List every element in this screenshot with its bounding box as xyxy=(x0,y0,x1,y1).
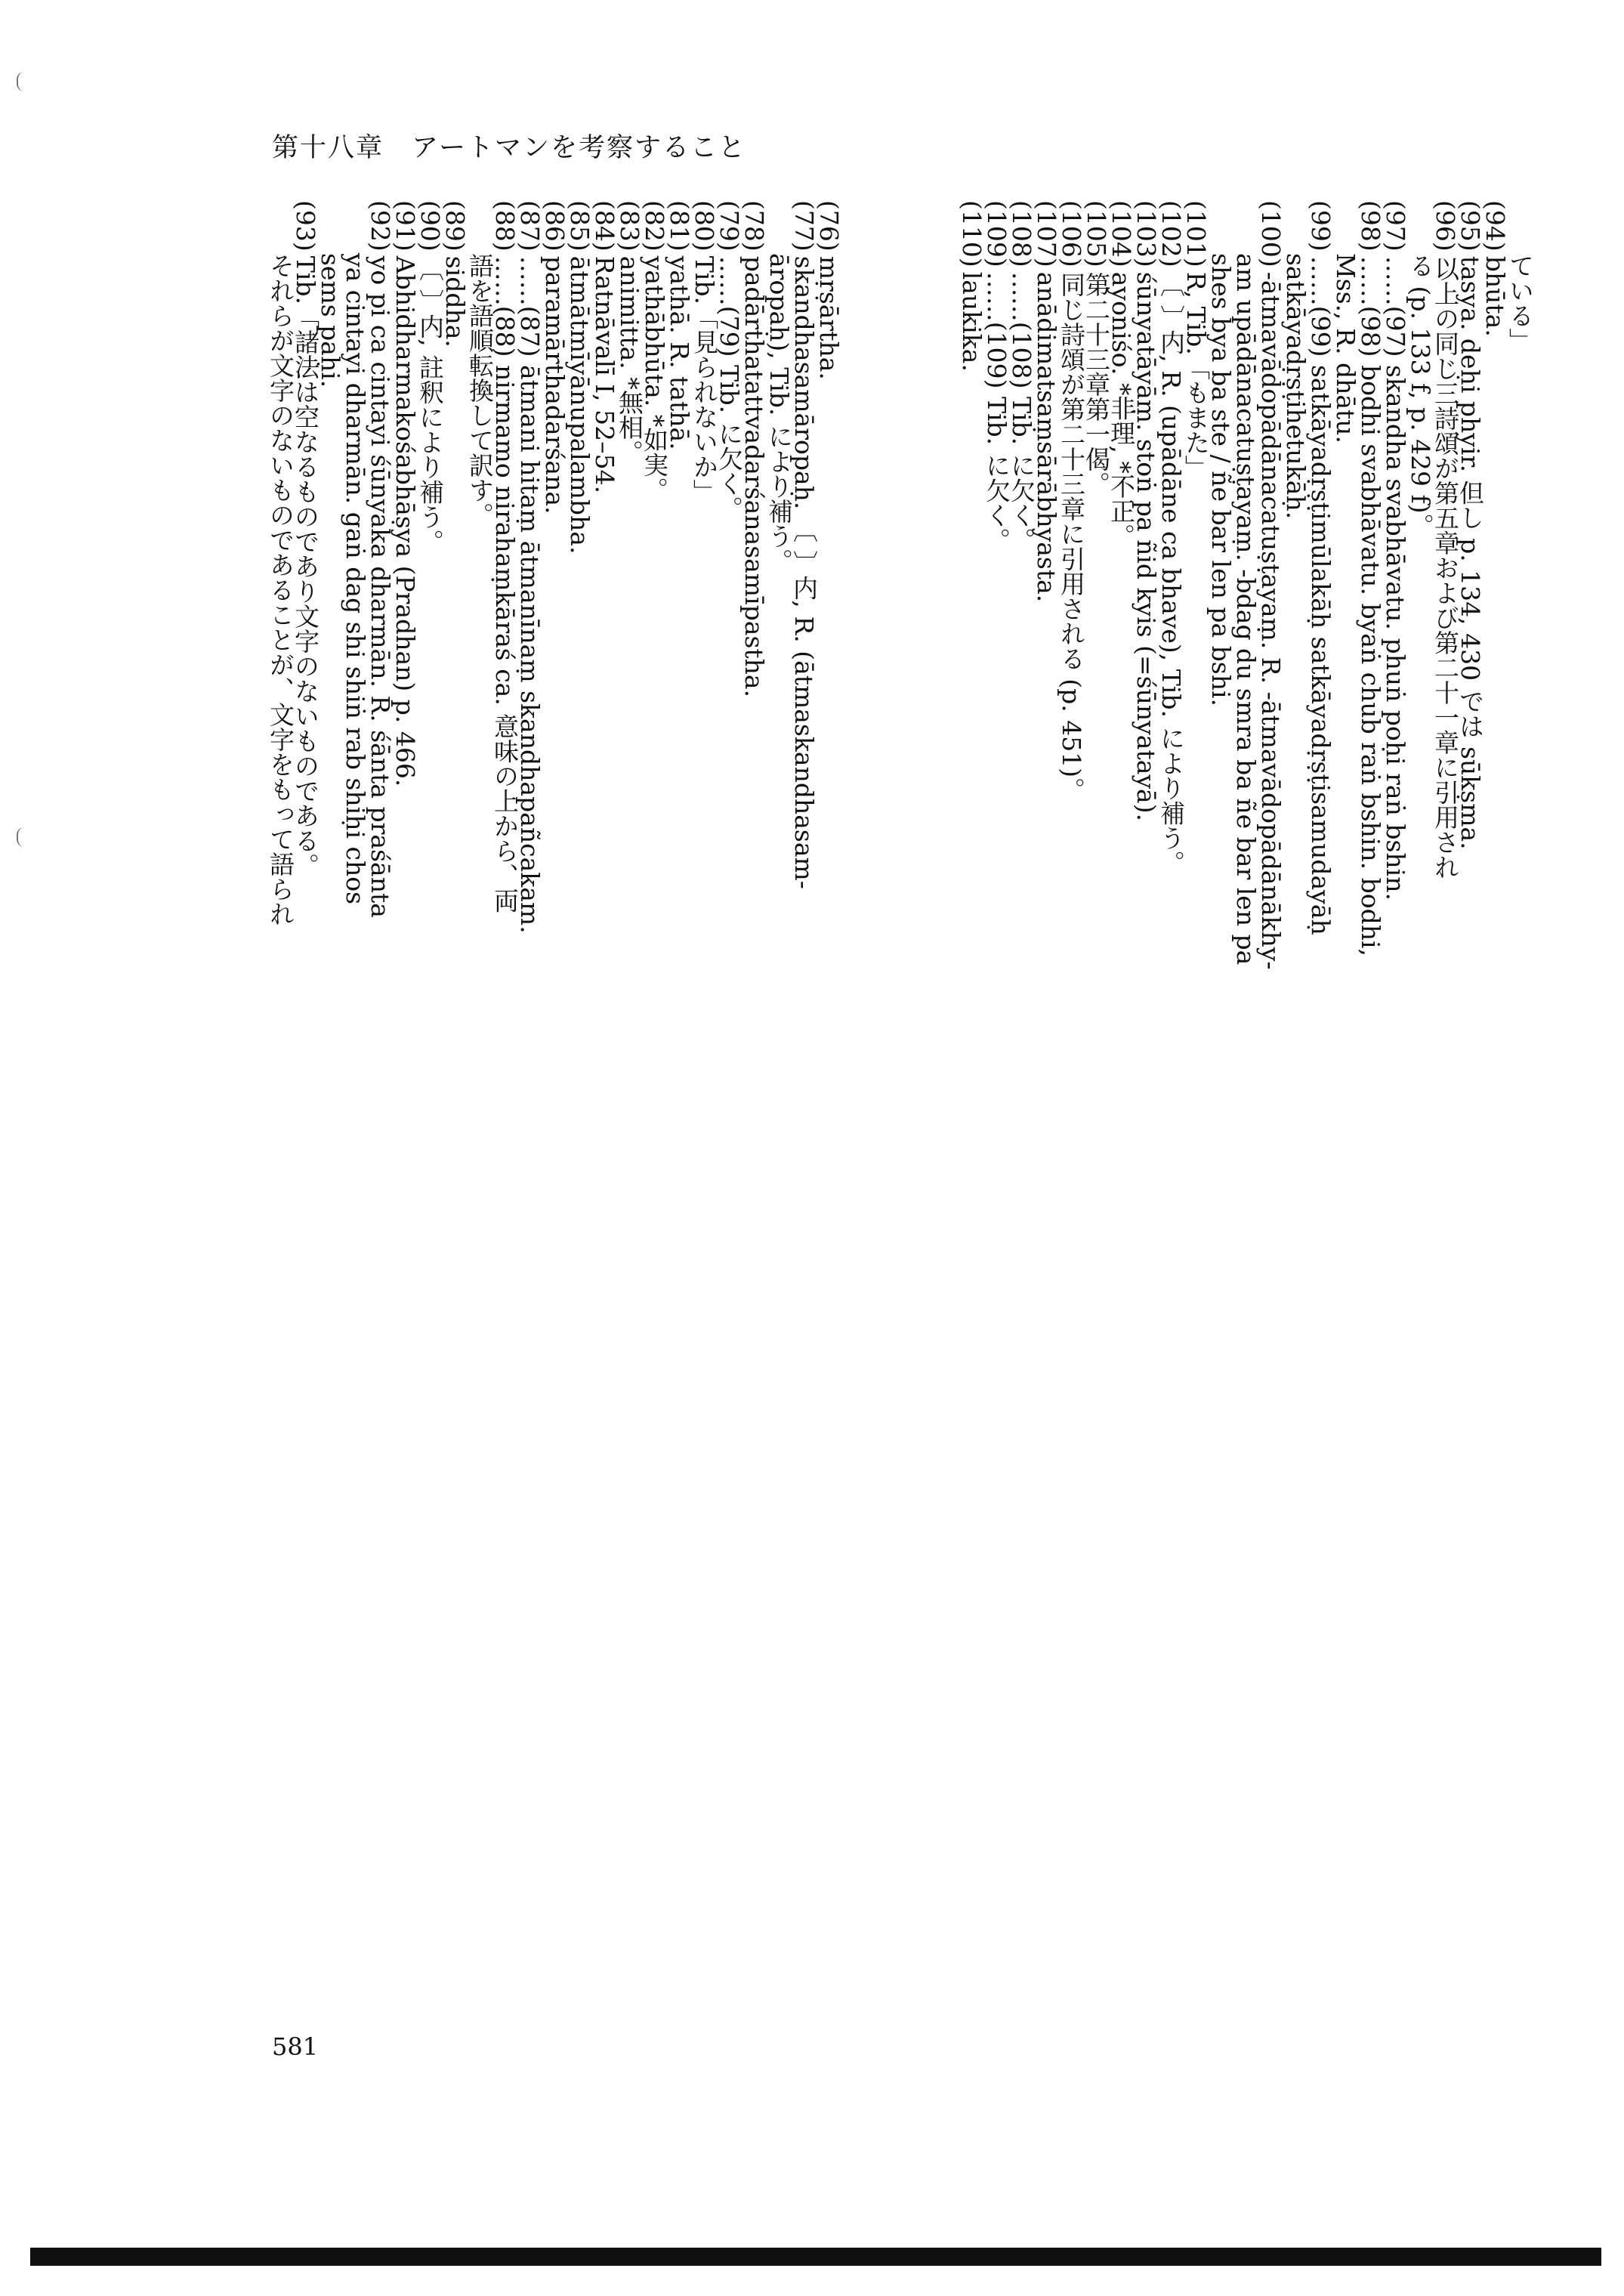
footnote-line xyxy=(592,200,617,2240)
footnote-number: (89) xyxy=(440,200,470,252)
footnote-line xyxy=(1181,200,1211,2240)
footnote-number: (80) xyxy=(690,200,719,252)
footnote-line xyxy=(415,200,445,2240)
footnote-line xyxy=(1458,200,1483,2240)
footnote-line xyxy=(1433,200,1458,2240)
footnote-line xyxy=(1480,200,1510,2240)
footnote-number: (88) xyxy=(490,200,520,252)
footnote-number: (102) xyxy=(1156,200,1186,267)
footnote-line xyxy=(1408,200,1433,2240)
footnote-number: (100) xyxy=(1256,200,1286,267)
footnote-line xyxy=(1358,200,1383,2240)
footnote-text: satkāyadṛṣṭihetukāḥ. xyxy=(1281,253,1311,520)
footnote-line xyxy=(1034,200,1059,2240)
footnote-line xyxy=(1505,200,1535,2240)
footnote-number: (106) xyxy=(1057,200,1086,267)
footnote-line xyxy=(1009,200,1034,2240)
footnote-text: ……(88) nirmamo nirahaṃkāraś ca. 意味の上から、両 xyxy=(490,255,520,913)
footnote-line xyxy=(692,200,717,2240)
footnote-text: 以上の同じ三詩頌が第五章および第二十一章に引用され xyxy=(1431,255,1460,879)
footnote-line xyxy=(984,200,1009,2240)
footnote-number: (90) xyxy=(415,200,445,252)
footnote-text: R, Tib.「もまた」 xyxy=(1181,271,1211,480)
footnote-number: (84) xyxy=(590,200,619,252)
footnote-text: laukika. xyxy=(957,271,986,372)
footnote-text: paramārthadarśana. xyxy=(540,255,570,515)
footnote-number: (98) xyxy=(1356,200,1385,252)
footnote-text: śūnyatāyāṃ. stoṅ pa ñid kyis (=śūnyatayā). xyxy=(1132,271,1161,822)
running-header: 第十八章 アートマンを考察すること xyxy=(272,133,746,163)
footnote-line xyxy=(1134,200,1159,2240)
footnote-line xyxy=(1256,200,1286,2240)
footnote-text: ayoniśo. *非理, *不正。 xyxy=(1107,271,1136,549)
footnote-line xyxy=(667,200,692,2240)
footnote-line xyxy=(959,200,984,2240)
footnote-line xyxy=(1231,200,1261,2240)
footnote-text: 語を語順転換して訳す。 xyxy=(465,253,495,527)
footnote-number: (76) xyxy=(814,200,844,252)
footnote-text: ……(109) Tib. に欠く。 xyxy=(982,271,1011,553)
footnote-line xyxy=(393,200,418,2240)
footnote-line xyxy=(717,200,742,2240)
footnote-text: 第二十三章第一偈。 xyxy=(1082,271,1111,496)
footnote-number: (85) xyxy=(565,200,594,252)
footnote-number: (87) xyxy=(515,200,545,252)
footnote-text: ……(108) Tib. に欠く。 xyxy=(1007,271,1036,553)
footnote-text: am upādānacatuṣṭayaṃ. -bdag du smra ba ñe bar len pa xyxy=(1231,253,1261,966)
footnote-text: 〔 〕内, R. (upādāne ca bhave), Tib. により補う。 xyxy=(1156,271,1186,876)
footnote-text: skandhasamāropaḥ. 〔 〕内, R. (ātmaskandhasam- xyxy=(789,255,819,889)
footnote-line xyxy=(642,200,667,2240)
footnote-line xyxy=(1156,200,1186,2240)
footnote-text: 〔 〕内, 註釈により補う。 xyxy=(415,255,445,555)
footnote-text: 同じ詩頌が第二十三章に引用される (p. 451)。 xyxy=(1057,271,1086,803)
footnote-line xyxy=(1333,200,1358,2240)
footnote-number: (91) xyxy=(391,200,420,252)
footnote-number: (94) xyxy=(1480,200,1510,252)
footnote-text: ……(99) satkāyadṛṣṭimūlakāḥ satkāyadṛṣṭisamudayāḥ xyxy=(1306,255,1335,935)
footnote-text: mṛṣārtha. xyxy=(814,255,844,380)
footnote-line xyxy=(1109,200,1134,2240)
footnote-line xyxy=(293,200,318,2240)
footnote-text: sems paḥi. xyxy=(316,253,345,388)
scan-mark xyxy=(17,72,26,91)
footnote-text: ……(87) ātmani hitaṃ ātmanīnaṃ skandhapañcakam. xyxy=(515,255,545,934)
footnote-text: ……(97) skandha svabhāvatu. phuṅ poḥi raṅ bshin. xyxy=(1381,255,1410,901)
footnote-number: (103) xyxy=(1132,200,1161,267)
footnote-number: (83) xyxy=(615,200,644,252)
footnote-text: yathā. R. tathā. xyxy=(665,255,694,450)
footnote-line xyxy=(368,200,393,2240)
footnote-text: yo pi ca cintayi śūnyaka dharmān. R. śānta praśānta xyxy=(366,255,395,918)
footnote-text: tasya. deḥi phyir. 但し p. 134, 430 では sūkṣma. xyxy=(1456,255,1485,850)
footnote-text: ātmātmīyānupalambha. xyxy=(565,255,594,555)
footnote-number: (96) xyxy=(1431,200,1460,252)
footnote-line xyxy=(343,200,368,2240)
footnote-text: Tib.「諸法は空なるものであり文字のないものである。 xyxy=(291,255,320,878)
footnote-number: (95) xyxy=(1456,200,1485,252)
footnote-text: āropaḥ), Tib. により補う。 xyxy=(764,253,794,573)
footnote-text: yathābhūta. *如実。 xyxy=(640,255,669,502)
footnote-number: (92) xyxy=(366,200,395,252)
footnote-line xyxy=(567,200,592,2240)
footnote-text: bhūta. xyxy=(1480,255,1510,337)
footnote-line xyxy=(1308,200,1333,2240)
footnote-number: (78) xyxy=(739,200,769,252)
footnote-line xyxy=(739,200,769,2240)
footnote-text: padārthatattvadarśanasamīpastha. xyxy=(739,255,769,698)
footnote-line xyxy=(617,200,642,2240)
scan-edge-bar xyxy=(30,2248,1601,2266)
footnote-line xyxy=(1084,200,1109,2240)
footnote-text: ……(98) bodhi svabhāvatu. byaṅ chub raṅ bshin. bodhi, xyxy=(1356,255,1385,957)
footnote-text: -ātmavādopādānacatuṣṭayaṃ. R. -ātmavādopādānākhy- xyxy=(1256,271,1286,970)
footnote-text: ya cintayi dharmān. gaṅ dag shi shiṅ rab shiḥi chos xyxy=(341,253,370,905)
footnote-text: Abhidharmakośabhāṣya (Pradhan) p. 466. xyxy=(391,255,420,787)
footnote-number: (108) xyxy=(1007,200,1036,267)
page-number: 581 xyxy=(272,2032,319,2061)
footnote-number: (99) xyxy=(1306,200,1335,252)
footnote-line xyxy=(1059,200,1084,2240)
footnote-line xyxy=(814,200,844,2240)
footnote-text: ている」 xyxy=(1505,253,1535,353)
footnote-text: shes bya ba ste / ñe bar len pa bshi. xyxy=(1206,253,1236,706)
footnote-line xyxy=(490,200,520,2240)
footnote-number: (104) xyxy=(1107,200,1136,267)
footnote-line xyxy=(1281,200,1311,2240)
footnote-text: る (p. 133 f, p. 429 f)。 xyxy=(1406,253,1435,539)
footnote-text: animitta. *無相。 xyxy=(615,255,644,465)
footnote-text: ……(79) Tib. に欠く。 xyxy=(715,255,744,521)
footnote-number: (101) xyxy=(1181,200,1211,267)
footnote-number: (97) xyxy=(1381,200,1410,252)
footnote-number: (82) xyxy=(640,200,669,252)
footnote-number: (77) xyxy=(789,200,819,252)
footnote-line xyxy=(789,200,819,2240)
footnote-text: Ratnāvalī I, 52–54. xyxy=(590,255,619,494)
footnote-line xyxy=(268,200,293,2240)
footnote-number: (79) xyxy=(715,200,744,252)
footnote-line xyxy=(465,200,495,2240)
footnote-number: (86) xyxy=(540,200,570,252)
footnote-line xyxy=(440,200,470,2240)
notes-column-left xyxy=(959,200,1533,2240)
scan-mark xyxy=(17,827,26,847)
footnote-line xyxy=(764,200,794,2240)
notes-column-right xyxy=(266,200,844,2240)
footnote-number: (105) xyxy=(1082,200,1111,267)
footnote-number: (110) xyxy=(957,200,986,267)
footnote-text: anādimatsaṃsārābhyasta. xyxy=(1032,271,1061,603)
footnote-text: siddha. xyxy=(440,255,470,348)
footnote-number: (93) xyxy=(291,200,320,252)
footnote-number: (109) xyxy=(982,200,1011,267)
footnote-line xyxy=(1383,200,1408,2240)
footnote-number: (81) xyxy=(665,200,694,252)
footnote-text: Mss., R. dhātu. xyxy=(1331,253,1360,444)
footnote-line xyxy=(515,200,545,2240)
footnote-text: それらが文字のないものであることが、文字をもって語られ xyxy=(266,253,295,926)
footnote-line xyxy=(318,200,343,2240)
footnote-line xyxy=(1206,200,1236,2240)
footnote-text: Tib.「見られないか」 xyxy=(690,255,719,504)
footnote-line xyxy=(540,200,570,2240)
footnote-number: (107) xyxy=(1032,200,1061,267)
